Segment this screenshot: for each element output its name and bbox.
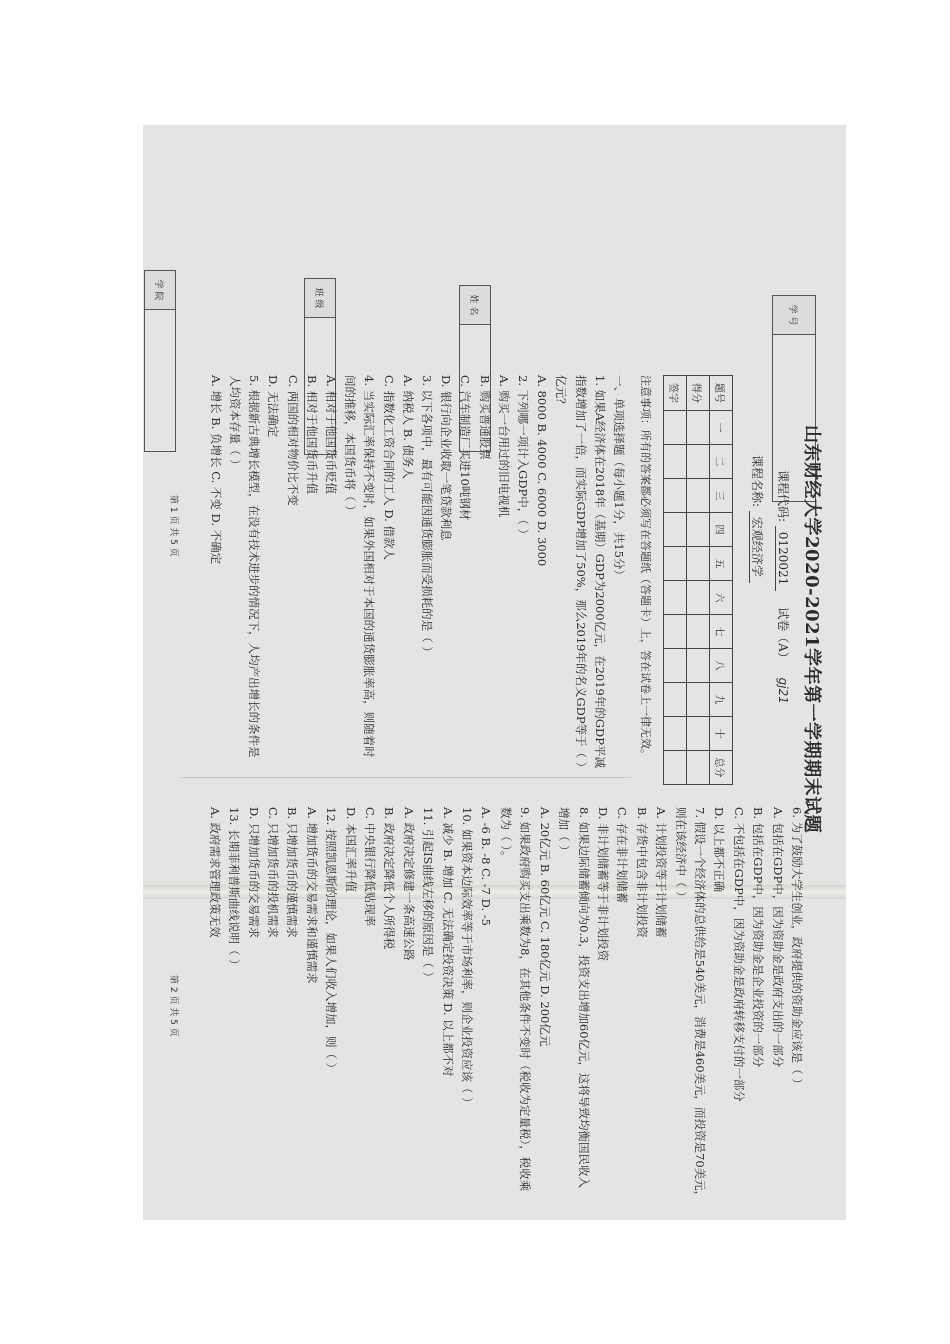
question-line: A. 计划投资等于计划储蓄 <box>654 807 669 938</box>
question-line: 13. 长期菲利普斯曲线说明（ ） <box>227 807 242 971</box>
exam-title: 山东财经大学2020-2021学年第一学期期末试题 <box>801 425 822 834</box>
question-line: A. 减少 B. 增加 C. 无法确定投资决策 D. 以上都不对 <box>440 807 455 1077</box>
row-label-sign: 签字 <box>664 376 687 411</box>
question-line: A. 政府需求管理政策无效 <box>207 807 222 938</box>
course-name-line <box>749 455 766 583</box>
question-line: 人均资本存量（ ） <box>227 375 242 471</box>
question-line: 6. 为了鼓励大学生创业，政府提供的资助金应该是（ ） <box>790 807 804 1090</box>
page1-questions <box>206 375 628 773</box>
question-line: 2. 下列哪一项计入GDP中，（ ） <box>515 375 530 541</box>
question-line: A. 相对于他国货币贬值 <box>323 375 338 495</box>
question-line: C. 中央银行降低贴现率 <box>363 807 378 927</box>
question-line: A. 政府决定修建一条高速公路 <box>401 807 416 961</box>
question-line: D. 非计划储蓄等于非计划投资 <box>595 807 610 962</box>
question-line: 指数增加了一倍，而实际GDP增加了50%，那么2019年的名义GDP等于（ ） <box>573 375 588 774</box>
question-line: B. 政府决定降低个人所得税 <box>382 807 397 950</box>
question-line: A. 增加货币的交易需求和谨慎需求 <box>304 807 319 984</box>
question-line: A. 增长 B. 负增长 C. 不变 D. 不确定 <box>208 375 223 565</box>
student-id-label: 学 号 <box>773 296 815 335</box>
question-line: B. 只增加货币的谨慎需求 <box>285 807 300 938</box>
score-row-header: 题号 一 二 三 四 五 六 七 八 九 十 总分 <box>710 376 733 785</box>
question-line: 3. 以下各项中，最有可能因通货膨胀而受损耗的是（ ） <box>419 375 434 658</box>
page2-questions <box>204 807 806 1202</box>
rotated-page-content <box>143 125 846 1220</box>
page2-footer: 第 2 页 共 5 页 <box>168 975 178 1037</box>
question-line: 9. 如果政府购买支出乘数为8，在其他条件不变时（税收为定量税），税收乘 <box>518 807 533 1192</box>
question-line: A. 纳税人 B. 债务人 <box>400 375 415 480</box>
question-line: 12. 按照凯恩斯的理论，如果人们收入增加，则（ ） <box>324 807 339 1075</box>
question-line: C. 存在非计划储蓄 <box>615 807 630 904</box>
question-line: 亿元？ <box>554 375 569 410</box>
column-divider <box>181 777 631 778</box>
question-line: 7. 假设一个经济体的总供给是540美元，消费是460美元，而投资是70美元， <box>692 807 707 1203</box>
question-line: 11. 引起IS曲线左移的原因是（ ） <box>421 807 436 984</box>
course-code-label: 课程代码: <box>776 470 790 523</box>
question-line: A. 20亿元 B. 60亿元 C. 180亿元 D. 200亿元 <box>537 807 552 1047</box>
question-line: 则在该经济中（ ） <box>673 807 688 903</box>
question-line: C. 不包括在GDP中，因为资助金是政府转移支付的一部分 <box>731 807 746 1102</box>
paper-version: 试卷（A） <box>776 607 790 664</box>
question-line: C. 指数化工资合同的工人 D. 借款人 <box>381 375 396 560</box>
question-line: A. 8000 B. 4000 C. 6000 D. 3000 <box>535 375 550 567</box>
school-label: 学 院 <box>145 271 175 310</box>
handwritten-note: gj21 <box>776 677 790 704</box>
question-line: 8. 如果边际储蓄倾向为0.3，投资支出增加60亿元，这将导致均衡国民收入 <box>576 807 591 1189</box>
school-field[interactable] <box>144 270 176 452</box>
question-line: D. 以上都不正确 <box>712 807 727 893</box>
score-row-sign <box>664 376 687 785</box>
question-line: D. 只增加货币的交易需求 <box>246 807 261 939</box>
question-line: 间的推移，本国货币将（ ） <box>343 375 358 517</box>
question-line: A. 包括在GDP中，因为资助金是政府支出的一部分 <box>770 807 785 1068</box>
question-line: B. 相对于他国货币升值 <box>304 375 319 495</box>
question-line: C. 只增加货币的投机需求 <box>266 807 281 938</box>
question-line: D. 本国汇率升值 <box>343 807 358 893</box>
course-code-line <box>775 470 792 704</box>
question-line: D. 银行向企业收取一笔贷款利息 <box>439 375 454 541</box>
question-line: 4. 当实际汇率保持不变时，如果外国相对于本国的通货膨胀率高，则随着时 <box>362 375 377 758</box>
question-line: A. -6 B. -8 C. -7 D. -5 <box>479 807 494 926</box>
question-line: B. 购买普通股票 <box>477 375 492 460</box>
score-table <box>663 375 733 785</box>
question-line: C. 汽车制造厂买进10吨钢材 <box>458 375 473 521</box>
class-label: 班 级 <box>305 279 335 318</box>
course-name-value: 宏观经济学 <box>749 511 764 583</box>
question-line: B. 包括在GDP中，因为资助金是企业投资的一部分 <box>751 807 766 1068</box>
question-line: C. 两国的相对物价比不变 <box>285 375 300 506</box>
question-line: A. 购买一台用过的旧电视机 <box>496 375 511 518</box>
question-line: B. 存货中包含非计划投资 <box>634 807 649 938</box>
name-label: 姓 名 <box>460 286 490 325</box>
page1-footer: 第 1 页 共 5 页 <box>168 495 178 557</box>
question-line: D. 无法确定 <box>266 375 281 438</box>
question-line: 增加（ ） <box>557 807 572 857</box>
row-label-score: 得分 <box>687 376 710 411</box>
row-label-question: 题号 <box>710 376 733 411</box>
question-line: 5. 根据新古典增长模型，在没有技术进步的情况下，人均产出增长的条件是 <box>247 375 262 758</box>
score-row-score <box>687 376 710 785</box>
question-line: 数为（ ）。 <box>498 807 513 863</box>
exam-sheet <box>143 125 846 1220</box>
exam-notice: 注意事项：所有的答案都必须写在答题纸（答题卡）上，答在试卷上一律无效。 <box>639 375 652 760</box>
question-line: 10. 如果资本边际效率等于市场利率，则企业投资应该（ ） <box>460 807 475 1109</box>
question-line: 1. 如果A经济体在2018年（基期）GDP为2000亿元，在2019年的GDP平减 <box>592 375 607 769</box>
course-code-value: 0120021 <box>775 526 790 591</box>
course-name-label: 课程名称: <box>750 455 764 508</box>
section-title: 一、单项选择题（每小题1分，共15分） <box>612 375 626 581</box>
